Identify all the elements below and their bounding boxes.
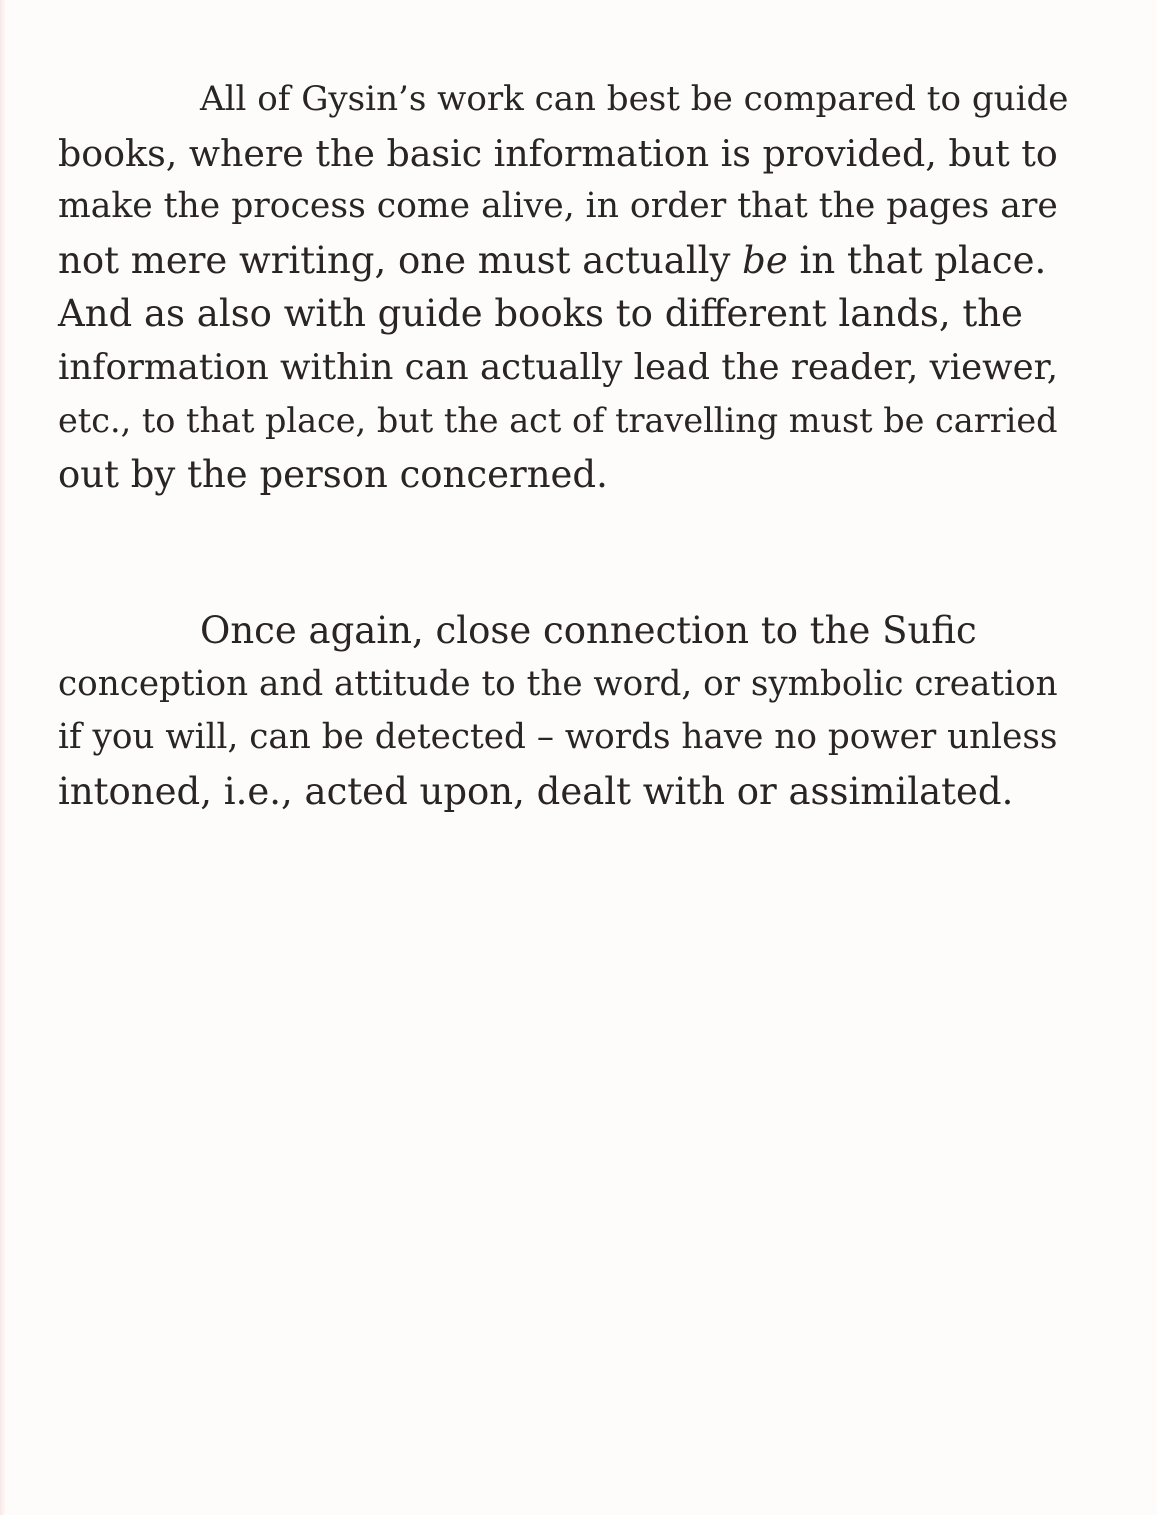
- text-line: make the process come alive, in order that the pages are: [58, 186, 1058, 226]
- paragraph-2: [58, 604, 1068, 818]
- text-line: books, where the basic information is provided, but to: [58, 131, 1058, 175]
- text-line: information within can actually lead the reader, viewer,: [58, 346, 1059, 388]
- text-line: Once again, close connection to the Sufic: [200, 609, 977, 652]
- text-line: etc., to that place, but the act of travelling must be carried: [58, 401, 1058, 440]
- page-edge-shadow: [0, 0, 6, 1515]
- text-segment: in that place.: [787, 238, 1047, 282]
- text-line: conception and attitude to the word, or symbolic creation: [58, 663, 1058, 704]
- text-line: if you will, can be detected – words have no power unless: [58, 717, 1058, 757]
- text-line: out by the person concerned.: [58, 452, 608, 496]
- text-line: All of Gysin’s work can best be compared to guide: [200, 79, 1069, 119]
- paragraph-1: [58, 73, 1068, 501]
- text-segment: not mere writing, one must actually: [58, 238, 743, 282]
- text-line: [58, 234, 1068, 288]
- text-line: intoned, i.e., acted upon, dealt with or assimilated.: [58, 769, 1014, 813]
- text-line: And as also with guide books to different lands, the: [58, 292, 1023, 335]
- emphasized-word: be: [742, 238, 788, 282]
